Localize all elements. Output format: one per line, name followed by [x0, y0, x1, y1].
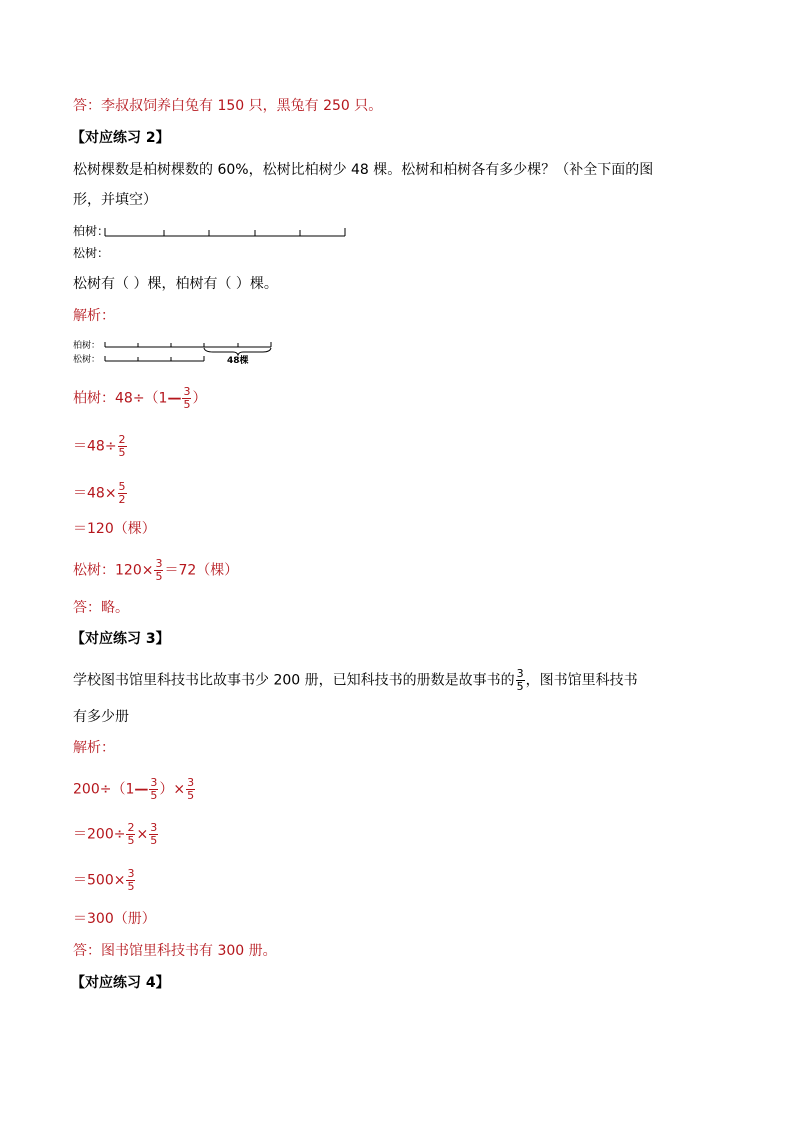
fraction [126, 822, 135, 847]
fraction-numerator: 5 [118, 480, 126, 493]
exercise-4-heading: 【对应练习 4】 [71, 975, 170, 991]
analysis-label-pine: 松树： [73, 355, 101, 365]
step-1-prefix: 柏树：48÷（1 [73, 390, 168, 407]
fraction [186, 777, 195, 802]
exercise-2-step-1 [73, 386, 206, 411]
step-3-a: ＝500× [73, 872, 126, 889]
exercise-3-analysis-label: 解析： [73, 740, 115, 756]
step-3-prefix: ＝48× [73, 485, 117, 502]
fraction [118, 434, 127, 459]
fraction-numerator: 2 [127, 821, 135, 834]
exercise-3-step-4: ＝300（册） [73, 911, 156, 927]
fraction-numerator: 3 [150, 776, 158, 789]
fraction-numerator: 3 [516, 667, 524, 680]
fraction-numerator: 3 [183, 385, 191, 398]
exercise-3-step-2 [73, 822, 159, 847]
diagram-label-cypress: 柏树： [73, 224, 110, 238]
fraction-numerator: 3 [155, 557, 163, 570]
step-2-a: ＝200÷ [73, 826, 126, 843]
exercise-2-analysis-label: 解析： [73, 308, 115, 324]
fraction-numerator: 2 [118, 433, 126, 446]
fraction [149, 822, 158, 847]
analysis-diagram [73, 336, 293, 368]
fraction [516, 668, 525, 693]
exercise-2-question-line2: 形，并填空） [73, 192, 157, 208]
step-2-b: × [136, 826, 149, 843]
fraction-denominator: 5 [187, 789, 195, 802]
step-1-a: 200÷（1 [73, 781, 135, 798]
exercise-2-step-3 [73, 481, 128, 506]
fraction [182, 386, 191, 411]
step-1-b: ）× [159, 781, 186, 798]
question-diagram [73, 220, 373, 264]
answer-1 [73, 96, 382, 116]
fraction-numerator: 3 [150, 821, 158, 834]
fraction-denominator: 5 [155, 570, 163, 583]
analysis-label-cypress: 柏树： [73, 341, 101, 351]
brace-label: 48棵 [227, 356, 249, 366]
fraction-denominator: 5 [127, 880, 135, 893]
exercise-2-step-4: ＝120（棵） [73, 521, 156, 537]
answer-1-text: 李叔叔饲养白兔有 150 只，黑兔有 250 只。 [101, 98, 383, 114]
exercise-2-step-5 [73, 558, 238, 583]
fraction-denominator: 5 [127, 834, 135, 847]
exercise-2-fill-blanks: 松树有（ ）棵，柏树有（ ）棵。 [73, 276, 278, 292]
exercise-3-question-line1 [73, 668, 638, 693]
step-1-minus: — [134, 781, 149, 798]
fraction-denominator: 5 [150, 834, 158, 847]
exercise-2-question-line1: 松树棵数是柏树棵数的 60%，松树比柏树少 48 棵。松树和柏树各有多少棵？（补全下面的图 [73, 162, 654, 178]
exercise-3-answer: 答：图书馆里科技书有 300 册。 [73, 943, 277, 959]
diagram-label-pine: 松树： [73, 246, 110, 260]
step-1-suffix: ） [192, 390, 207, 407]
question-text-b: ，图书馆里科技书 [525, 672, 638, 689]
exercise-2-heading: 【对应练习 2】 [71, 130, 170, 146]
fraction [154, 558, 163, 583]
fraction-denominator: 5 [516, 680, 524, 693]
exercise-3-question-line2: 有多少册 [73, 709, 129, 725]
brace-48 [204, 348, 271, 355]
fraction-numerator: 3 [187, 776, 195, 789]
fraction [126, 868, 135, 893]
step-5-prefix: 松树：120× [73, 562, 154, 579]
exercise-2-answer: 答：略。 [73, 600, 129, 616]
fraction-numerator: 3 [127, 867, 135, 880]
analysis-bars-svg [73, 336, 293, 368]
question-text-a: 学校图书馆里科技书比故事书少 200 册，已知科技书的册数是故事书的 [73, 672, 515, 689]
step-1-minus: — [167, 390, 182, 407]
fraction [149, 777, 158, 802]
fraction-denominator: 5 [183, 398, 191, 411]
fraction-denominator: 5 [118, 446, 126, 459]
step-2-prefix: ＝48÷ [73, 438, 117, 455]
step-5-suffix: ＝72（棵） [164, 562, 239, 579]
fraction [118, 481, 127, 506]
exercise-3-heading: 【对应练习 3】 [71, 631, 170, 647]
exercise-2-step-2 [73, 434, 128, 459]
exercise-3-step-1 [73, 777, 196, 802]
fraction-denominator: 5 [150, 789, 158, 802]
answer-1-prefix: 答： [73, 98, 101, 114]
fraction-denominator: 2 [118, 493, 126, 506]
segment-bar-svg [73, 220, 373, 264]
exercise-3-step-3 [73, 868, 136, 893]
